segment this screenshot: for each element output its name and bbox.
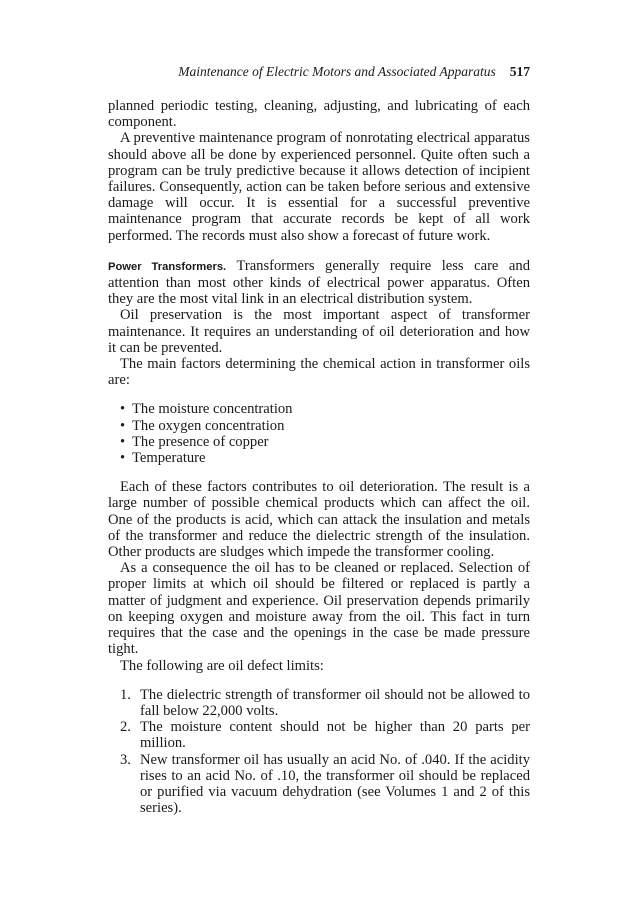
- paragraph-1: planned periodic testing, cleaning, adjusting, and lubricating of each component.: [108, 98, 530, 131]
- page-number: 517: [509, 64, 530, 79]
- limit-text: The moisture content should not be higher than 20 parts per million.: [140, 719, 530, 752]
- paragraph-5: The main factors determining the chemical action in transformer oils are:: [108, 356, 530, 389]
- book-page: [108, 64, 530, 816]
- paragraph-3: [108, 258, 530, 308]
- section-gap: [108, 244, 530, 258]
- factor-text: The presence of copper: [132, 433, 269, 450]
- item-number: 1.: [120, 686, 131, 703]
- list-item: [120, 401, 530, 417]
- item-number: 3.: [120, 751, 131, 768]
- running-title: Maintenance of Electric Motors and Associated Apparatus: [178, 64, 496, 79]
- list-item: [120, 418, 530, 434]
- factor-text: The moisture concentration: [132, 401, 293, 418]
- limit-list: [108, 687, 530, 817]
- paragraph-2: A preventive maintenance program of nonrotating electrical apparatus should above all be done by experienced personnel. Quite often such a program can be truly predictive because it allows detection of incipient failures. Consequently, action can be taken before serious and extensive damage will occur. It is essential for a successful preventive maintenance program that accurate records be kept of all work performed. The records must also show a forecast of future work.: [108, 130, 530, 244]
- limit-text: New transformer oil has usually an acid No. of .040. If the acidity rises to an acid No. of .10, the transformer oil should be replaced or purified via vacuum dehydration (see Volumes 1 and 2 of this series).: [140, 751, 530, 817]
- section-heading: Power Transformers.: [108, 260, 227, 273]
- list-item: [120, 752, 530, 817]
- list-item: [120, 687, 530, 719]
- bullet-icon: •: [120, 401, 126, 418]
- list-item: [120, 434, 530, 450]
- paragraph-3-text: Transformers generally require less care and attention than most other kinds of electrical power apparatus. Often they are the most vital link in an electrical distribution system.: [108, 257, 531, 308]
- bullet-icon: •: [120, 433, 126, 450]
- factor-list: [108, 401, 530, 466]
- limit-text: The dielectric strength of transformer oil should not be allowed to fall below 22,000 volts.: [140, 686, 530, 719]
- paragraph-4: Oil preservation is the most important aspect of transformer maintenance. It requires an understanding of oil deterioration and how it can be prevented.: [108, 307, 530, 356]
- list-item: [120, 450, 530, 466]
- bullet-icon: •: [120, 417, 126, 434]
- factor-text: The oxygen concentration: [132, 417, 285, 434]
- paragraph-8: The following are oil defect limits:: [120, 657, 324, 674]
- bullet-icon: •: [120, 450, 126, 467]
- list-item: [120, 719, 530, 751]
- paragraph-6: Each of these factors contributes to oil deterioration. The result is a large number of possible chemical products which can affect the oil. One of the products is acid, which can attack the insulation and metals of the transformer and reduce the dielectric strength of the insulation. Other products are sludges which impede the transformer cooling.: [108, 479, 530, 561]
- paragraph-7: As a consequence the oil has to be cleaned or replaced. Selection of proper limits at which oil should be filtered or replaced is partly a matter of judgment and experience. Oil preservation depends primarily on keeping oxygen and moisture away from the oil. This fact in turn requires that the case and the openings in the case be made pressure tight.: [108, 560, 530, 658]
- factor-text: Temperature: [132, 450, 206, 467]
- running-head: [108, 64, 530, 80]
- item-number: 2.: [120, 719, 131, 736]
